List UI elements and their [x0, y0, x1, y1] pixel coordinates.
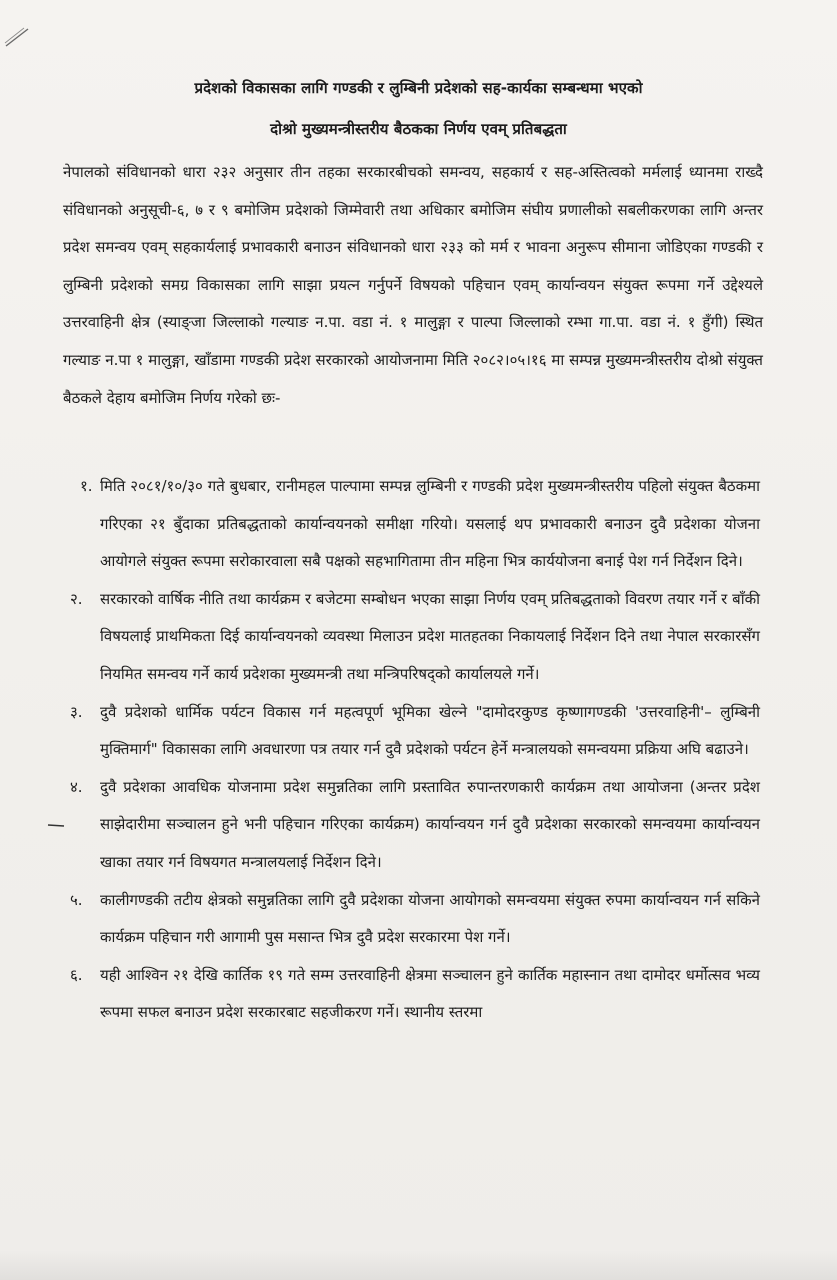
scan-edge-shadow — [0, 1250, 837, 1280]
list-item — [70, 882, 760, 957]
list-item — [70, 694, 760, 769]
item-number: ४. — [70, 777, 83, 796]
document-title-line-2: दोश्रो मुख्यमन्त्रीस्तरीय बैठकका निर्णय एवम् प्रतिबद्धता — [270, 120, 567, 138]
item-text: सरकारको वार्षिक नीति तथा कार्यक्रम र बजेटमा सम्बोधन भएका साझा निर्णय एवम् प्रतिबद्धताको विवरण तयार गर्ने र बाँकी विषयलाई प्राथमिकता दिई कार्यान्वयनको व्यवस्था मिलाउन प्रदेश मातहतका निकायलाई निर्देशन दिने तथा नेपाल सरकारसँग नियमित समन्वय गर्ने कार्य प्रदेशका मुख्यमन्त्री तथा मन्त्रिपरिषद्को कार्यालयले गर्ने। — [100, 589, 760, 683]
document-title-line-1: प्रदेशको विकासका लागि गण्डकी र लुम्बिनी प्रदेशको सह-कार्यका सम्बन्धमा भएको — [194, 79, 643, 97]
item-number: १. — [80, 477, 93, 495]
item-text: दुवै प्रदेशका आवधिक योजनामा प्रदेश समुन्नतिका लागि प्रस्तावित रुपान्तरणकारी कार्यक्रम तथा आयोजना (अन्तर प्रदेश साझेदारीमा सञ्चालन हुने भनी पहिचान गरिएका कार्यक्रम) कार्यान्वयन गर्न दुवै प्रदेशका सरकारको समन्वयमा कार्यान्वयन खाका तयार गर्न विषयगत मन्त्रालयलाई निर्देशन दिने। — [100, 777, 760, 871]
decision-list — [70, 468, 760, 1032]
item-number: २. — [70, 589, 83, 608]
margin-dash-mark — [47, 820, 67, 830]
item-number: ५. — [70, 890, 83, 909]
item-text: मिति २०८१/१०/३० गते बुधबार, रानीमहल पाल्पामा सम्पन्न लुम्बिनी र गण्डकी प्रदेश मुख्यमन्त्रीस्तरीय पहिलो संयुक्त बैठकमा गरिएका २१ बुँदाका प्रतिबद्धताको कार्यान्वयनको समीक्षा गरियो। यसलाई थप प्रभावकारी बनाउन दुवै प्रदेशका योजना आयोगले संयुक्त रूपमा सरोकारवाला सबै पक्षको सहभागितामा तीन महिना भित्र कार्ययोजना बनाई पेश गर्न निर्देशन दिने। — [100, 477, 760, 571]
item-text: यही आश्विन २१ देखि कार्तिक १९ गते सम्म उत्तरवाहिनी क्षेत्रमा सञ्चालन हुने कार्तिक महास्नान तथा दामोदर धर्मोत्सव भव्य रूपमा सफल बनाउन प्रदेश सरकारबाट सहजीकरण गर्ने। स्थानीय स्तरमा — [100, 965, 760, 1022]
list-item — [70, 468, 760, 581]
list-item — [70, 957, 760, 1032]
list-item — [70, 769, 760, 882]
item-text: कालीगण्डकी तटीय क्षेत्रको समुन्नतिका लागि दुवै प्रदेशका योजना आयोगको समन्वयमा संयुक्त रुपमा कार्यान्वयन गर्न सकिने कार्यक्रम पहिचान गरी आगामी पुस मसान्त भित्र दुवै प्रदेश सरकारमा पेश गर्ने। — [100, 890, 760, 947]
intro-paragraph: नेपालको संविधानको धारा २३२ अनुसार तीन तहका सरकारबीचको समन्वय, सहकार्य र सह-अस्तित्वको मर्मलाई ध्यानमा राख्दै संविधानको अनुसूची-६, ७ र ९ बमोजिम प्रदेशको जिम्मेवारी तथा अधिकार बमोजिम संघीय प्रणालीको सबलीकरणका लागि अन्तर प्रदेश समन्वय एवम् सहकार्यलाई प्रभावकारी बनाउन संविधानको धारा २३३ को मर्म र भावना अनुरूप सीमाना जोडिएका गण्डकी र लुम्बिनी प्रदेशको समग्र विकासका लागि साझा प्रयत्न गर्नुपर्ने विषयको पहिचान एवम् कार्यान्वयन संयुक्त रूपमा गर्ने उद्देश्यले उत्तरवाहिनी क्षेत्र (स्याङ्जा जिल्लाको गल्याङ न.पा. वडा नं. १ मालुङ्गा र पाल्पा जिल्लाको रम्भा गा.पा. वडा नं. १ हुँगी) स्थित गल्याङ न.पा १ मालुङ्गा, खाँडामा गण्डकी प्रदेश सरकारको आयोजनामा मिति २०८२।०५।१६ मा सम्पन्न मुख्यमन्त्रीस्तरीय दोश्रो संयुक्त बैठकले देहाय बमोजिम निर्णय गरेको छः- — [63, 163, 763, 407]
pen-stroke-mark — [4, 26, 30, 48]
item-text: दुवै प्रदेशको धार्मिक पर्यटन विकास गर्न महत्वपूर्ण भूमिका खेल्ने "दामोदरकुण्ड कृष्णागण्डकी 'उत्तरवाहिनी'– लुम्बिनी मुक्तिमार्ग" विकासका लागि अवधारणा पत्र तयार गर्न दुवै प्रदेशको पर्यटन हेर्ने मन्त्रालयको समन्वयमा प्रक्रिया अघि बढाउने। — [100, 702, 760, 759]
item-number: ६. — [70, 965, 83, 984]
list-item — [70, 581, 760, 694]
item-number: ३. — [70, 702, 83, 721]
